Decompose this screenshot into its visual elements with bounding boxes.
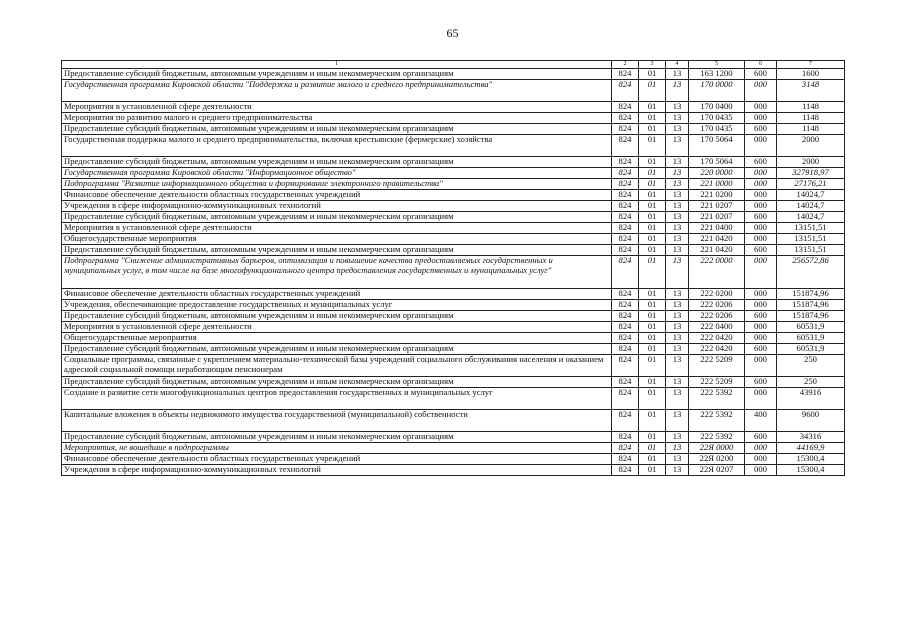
row-amount-cell: 1148 [777, 113, 845, 124]
row-amount-cell: 151874,96 [777, 289, 845, 300]
row-target-cell: 222 0206 [689, 300, 745, 311]
row-target-cell: 22Я 0000 [689, 443, 745, 454]
row-name-cell: Мероприятия в установленной сфере деятельности [62, 223, 612, 234]
table-row [62, 355, 845, 377]
row-subsection-cell: 13 [666, 113, 689, 124]
row-amount-cell: 9600 [777, 410, 845, 432]
row-name-cell: Учреждения, обеспечивающие предоставление государственных и муниципальных услуг [62, 300, 612, 311]
row-target-cell: 170 5064 [689, 135, 745, 157]
row-name-cell: Мероприятия в установленной сфере деятельности [62, 322, 612, 333]
row-amount-cell: 60531,9 [777, 322, 845, 333]
row-target-cell: 221 0207 [689, 212, 745, 223]
row-code-cell: 824 [612, 245, 639, 256]
row-subsection-cell: 13 [666, 212, 689, 223]
row-code-cell: 824 [612, 69, 639, 80]
row-target-cell: 170 0400 [689, 102, 745, 113]
row-section-cell: 01 [639, 69, 666, 80]
row-amount-cell: 14024,7 [777, 190, 845, 201]
row-expense-type-cell: 600 [745, 212, 777, 223]
row-expense-type-cell: 000 [745, 289, 777, 300]
row-expense-type-cell: 600 [745, 245, 777, 256]
row-expense-type-cell: 000 [745, 454, 777, 465]
row-subsection-cell: 13 [666, 80, 689, 102]
table-row [62, 135, 845, 157]
row-target-cell: 170 0000 [689, 80, 745, 102]
table-row [62, 454, 845, 465]
row-target-cell: 222 0420 [689, 344, 745, 355]
table-row [62, 179, 845, 190]
row-amount-cell: 2000 [777, 135, 845, 157]
column-header: 7 [777, 61, 845, 69]
row-name-cell: Предоставление субсидий бюджетным, автономным учреждениям и иным некоммерческим организациям [62, 157, 612, 168]
row-amount-cell: 151874,96 [777, 300, 845, 311]
column-header: 4 [666, 61, 689, 69]
table-row [62, 201, 845, 212]
row-target-cell: 221 0400 [689, 223, 745, 234]
row-amount-cell: 44169,9 [777, 443, 845, 454]
row-expense-type-cell: 600 [745, 377, 777, 388]
row-amount-cell: 14024,7 [777, 212, 845, 223]
row-code-cell: 824 [612, 190, 639, 201]
row-code-cell: 824 [612, 135, 639, 157]
page-number: 65 [446, 26, 459, 40]
row-subsection-cell: 13 [666, 432, 689, 443]
row-code-cell: 824 [612, 355, 639, 377]
row-expense-type-cell: 600 [745, 311, 777, 322]
row-code-cell: 824 [612, 311, 639, 322]
row-subsection-cell: 13 [666, 179, 689, 190]
table-row [62, 410, 845, 432]
row-expense-type-cell: 600 [745, 157, 777, 168]
row-name-cell: Финансовое обеспечение деятельности областных государственных учреждений [62, 454, 612, 465]
row-subsection-cell: 13 [666, 256, 689, 289]
row-target-cell: 220 0000 [689, 168, 745, 179]
row-expense-type-cell: 000 [745, 300, 777, 311]
row-target-cell: 222 5209 [689, 377, 745, 388]
row-expense-type-cell: 000 [745, 322, 777, 333]
row-name-cell: Предоставление субсидий бюджетным, автономным учреждениям и иным некоммерческим организациям [62, 69, 612, 80]
table-row [62, 344, 845, 355]
row-expense-type-cell: 000 [745, 179, 777, 190]
table-row [62, 80, 845, 102]
row-amount-cell: 60531,9 [777, 333, 845, 344]
row-target-cell: 221 0000 [689, 179, 745, 190]
row-name-cell: Предоставление субсидий бюджетным, автономным учреждениям и иным некоммерческим организациям [62, 245, 612, 256]
row-section-cell: 01 [639, 454, 666, 465]
table-row [62, 190, 845, 201]
row-subsection-cell: 13 [666, 388, 689, 410]
row-target-cell: 222 0000 [689, 256, 745, 289]
row-section-cell: 01 [639, 179, 666, 190]
row-expense-type-cell: 000 [745, 256, 777, 289]
row-amount-cell: 1148 [777, 124, 845, 135]
row-subsection-cell: 13 [666, 190, 689, 201]
row-amount-cell: 14024,7 [777, 201, 845, 212]
row-target-cell: 22Я 0207 [689, 465, 745, 476]
table-row [62, 465, 845, 476]
row-expense-type-cell: 600 [745, 344, 777, 355]
row-name-cell: Государственная поддержка малого и среднего предпринимательства, включая крестьянские (фермерские) хозяйства [62, 135, 612, 157]
row-section-cell: 01 [639, 113, 666, 124]
row-section-cell: 01 [639, 333, 666, 344]
row-code-cell: 824 [612, 168, 639, 179]
row-name-cell: Социальные программы, связанные с укреплением материально-технической базы учреждений социального обслуживания населения и оказанием адресной социальной помощи неработающим пенсионерам [62, 355, 612, 377]
row-code-cell: 824 [612, 102, 639, 113]
row-expense-type-cell: 000 [745, 234, 777, 245]
row-section-cell: 01 [639, 102, 666, 113]
table-row [62, 234, 845, 245]
row-section-cell: 01 [639, 377, 666, 388]
column-header-row [62, 61, 845, 69]
row-name-cell: Государственная программа Кировской области "Поддержка и развитие малого и среднего предпринимательства" [62, 80, 612, 102]
row-amount-cell: 151874,96 [777, 311, 845, 322]
row-name-cell: Финансовое обеспечение деятельности областных государственных учреждений [62, 289, 612, 300]
table-row [62, 168, 845, 179]
table-row [62, 388, 845, 410]
row-code-cell: 824 [612, 322, 639, 333]
row-amount-cell: 250 [777, 377, 845, 388]
row-section-cell: 01 [639, 322, 666, 333]
row-code-cell: 824 [612, 333, 639, 344]
row-name-cell: Мероприятия, не вошедшие в подпрограммы [62, 443, 612, 454]
row-name-cell: Предоставление субсидий бюджетным, автономным учреждениям и иным некоммерческим организациям [62, 344, 612, 355]
row-subsection-cell: 13 [666, 223, 689, 234]
row-subsection-cell: 13 [666, 377, 689, 388]
row-name-cell: Подпрограмма "Снижение административных барьеров, оптимизация и повышение качества предоставляемых государственных и муниципальных услуг, в том числе на базе многофункционального центра предоставления государственных и муниципальных услуг" [62, 256, 612, 289]
row-amount-cell: 256572,86 [777, 256, 845, 289]
row-name-cell: Мероприятия по развитию малого и среднего предпринимательства [62, 113, 612, 124]
row-target-cell: 222 0400 [689, 322, 745, 333]
row-expense-type-cell: 000 [745, 190, 777, 201]
row-name-cell: Предоставление субсидий бюджетным, автономным учреждениям и иным некоммерческим организациям [62, 311, 612, 322]
row-amount-cell: 1600 [777, 69, 845, 80]
column-header: 3 [639, 61, 666, 69]
row-target-cell: 222 5392 [689, 410, 745, 432]
row-section-cell: 01 [639, 300, 666, 311]
row-target-cell: 222 5209 [689, 355, 745, 377]
row-subsection-cell: 13 [666, 124, 689, 135]
row-code-cell: 824 [612, 201, 639, 212]
row-subsection-cell: 13 [666, 333, 689, 344]
row-target-cell: 22Я 0200 [689, 454, 745, 465]
row-expense-type-cell: 400 [745, 410, 777, 432]
row-section-cell: 01 [639, 410, 666, 432]
row-subsection-cell: 13 [666, 322, 689, 333]
row-subsection-cell: 13 [666, 355, 689, 377]
row-name-cell: Общегосударственные мероприятия [62, 234, 612, 245]
row-expense-type-cell: 600 [745, 124, 777, 135]
row-code-cell: 824 [612, 113, 639, 124]
row-name-cell: Предоставление субсидий бюджетным, автономным учреждениям и иным некоммерческим организациям [62, 212, 612, 223]
row-name-cell: Подпрограмма "Развитие информационного общества и формирование электронного правительства" [62, 179, 612, 190]
row-amount-cell: 13151,51 [777, 223, 845, 234]
row-amount-cell: 43916 [777, 388, 845, 410]
row-amount-cell: 34316 [777, 432, 845, 443]
row-expense-type-cell: 000 [745, 333, 777, 344]
row-code-cell: 824 [612, 432, 639, 443]
row-name-cell: Мероприятия в установленной сфере деятельности [62, 102, 612, 113]
row-expense-type-cell: 000 [745, 223, 777, 234]
row-code-cell: 824 [612, 465, 639, 476]
row-name-cell: Предоставление субсидий бюджетным, автономным учреждениям и иным некоммерческим организациям [62, 124, 612, 135]
row-amount-cell: 2000 [777, 157, 845, 168]
row-section-cell: 01 [639, 388, 666, 410]
row-code-cell: 824 [612, 377, 639, 388]
row-expense-type-cell: 000 [745, 135, 777, 157]
row-amount-cell: 60531,9 [777, 344, 845, 355]
column-header: 1 [62, 61, 612, 69]
row-section-cell: 01 [639, 245, 666, 256]
row-code-cell: 824 [612, 388, 639, 410]
row-subsection-cell: 13 [666, 69, 689, 80]
table-row [62, 432, 845, 443]
row-subsection-cell: 13 [666, 311, 689, 322]
table-row [62, 300, 845, 311]
row-code-cell: 824 [612, 179, 639, 190]
row-code-cell: 824 [612, 256, 639, 289]
table-row [62, 113, 845, 124]
row-subsection-cell: 13 [666, 300, 689, 311]
row-section-cell: 01 [639, 223, 666, 234]
row-amount-cell: 27176,21 [777, 179, 845, 190]
row-amount-cell: 15300,4 [777, 465, 845, 476]
table-row [62, 333, 845, 344]
table-row [62, 245, 845, 256]
row-code-cell: 824 [612, 410, 639, 432]
row-code-cell: 824 [612, 344, 639, 355]
row-section-cell: 01 [639, 157, 666, 168]
row-code-cell: 824 [612, 300, 639, 311]
row-amount-cell: 13151,51 [777, 234, 845, 245]
row-expense-type-cell: 000 [745, 388, 777, 410]
row-section-cell: 01 [639, 289, 666, 300]
row-target-cell: 221 0200 [689, 190, 745, 201]
row-target-cell: 170 0435 [689, 113, 745, 124]
row-subsection-cell: 13 [666, 344, 689, 355]
row-expense-type-cell: 000 [745, 201, 777, 212]
row-target-cell: 222 0206 [689, 311, 745, 322]
row-amount-cell: 327918,97 [777, 168, 845, 179]
row-code-cell: 824 [612, 80, 639, 102]
table-row [62, 212, 845, 223]
table-row [62, 124, 845, 135]
row-target-cell: 221 0420 [689, 234, 745, 245]
row-section-cell: 01 [639, 432, 666, 443]
row-target-cell: 222 5392 [689, 388, 745, 410]
column-header: 2 [612, 61, 639, 69]
row-target-cell: 222 0420 [689, 333, 745, 344]
row-target-cell: 170 5064 [689, 157, 745, 168]
row-section-cell: 01 [639, 124, 666, 135]
row-section-cell: 01 [639, 168, 666, 179]
row-subsection-cell: 13 [666, 168, 689, 179]
row-target-cell: 221 0420 [689, 245, 745, 256]
row-target-cell: 163 1200 [689, 69, 745, 80]
row-expense-type-cell: 000 [745, 355, 777, 377]
table-row [62, 223, 845, 234]
row-subsection-cell: 13 [666, 289, 689, 300]
row-code-cell: 824 [612, 212, 639, 223]
table-row [62, 311, 845, 322]
row-section-cell: 01 [639, 465, 666, 476]
row-subsection-cell: 13 [666, 135, 689, 157]
row-amount-cell: 250 [777, 355, 845, 377]
row-expense-type-cell: 000 [745, 102, 777, 113]
row-section-cell: 01 [639, 80, 666, 102]
row-expense-type-cell: 600 [745, 432, 777, 443]
row-section-cell: 01 [639, 344, 666, 355]
table-row [62, 69, 845, 80]
row-subsection-cell: 13 [666, 454, 689, 465]
table-row [62, 289, 845, 300]
row-amount-cell: 13151,51 [777, 245, 845, 256]
row-section-cell: 01 [639, 212, 666, 223]
row-section-cell: 01 [639, 135, 666, 157]
row-section-cell: 01 [639, 311, 666, 322]
row-code-cell: 824 [612, 124, 639, 135]
row-section-cell: 01 [639, 190, 666, 201]
row-name-cell: Учреждения в сфере информационно-коммуникационных технологий [62, 201, 612, 212]
row-section-cell: 01 [639, 234, 666, 245]
row-subsection-cell: 13 [666, 410, 689, 432]
row-target-cell: 222 5392 [689, 432, 745, 443]
row-expense-type-cell: 000 [745, 465, 777, 476]
row-name-cell: Создание и развитие сети многофункциональных центров предоставления государственных и муниципальных услуг [62, 388, 612, 410]
row-amount-cell: 3148 [777, 80, 845, 102]
column-header: 5 [689, 61, 745, 69]
row-target-cell: 170 0435 [689, 124, 745, 135]
table-row [62, 157, 845, 168]
row-code-cell: 824 [612, 234, 639, 245]
row-name-cell: Предоставление субсидий бюджетным, автономным учреждениям и иным некоммерческим организациям [62, 432, 612, 443]
row-subsection-cell: 13 [666, 201, 689, 212]
row-code-cell: 824 [612, 289, 639, 300]
row-subsection-cell: 13 [666, 102, 689, 113]
row-section-cell: 01 [639, 256, 666, 289]
table-row [62, 443, 845, 454]
row-section-cell: 01 [639, 355, 666, 377]
row-expense-type-cell: 000 [745, 168, 777, 179]
row-expense-type-cell: 000 [745, 80, 777, 102]
budget-table [61, 60, 845, 476]
row-target-cell: 221 0207 [689, 201, 745, 212]
row-subsection-cell: 13 [666, 443, 689, 454]
row-name-cell: Предоставление субсидий бюджетным, автономным учреждениям и иным некоммерческим организациям [62, 377, 612, 388]
row-name-cell: Финансовое обеспечение деятельности областных государственных учреждений [62, 190, 612, 201]
row-expense-type-cell: 600 [745, 69, 777, 80]
row-amount-cell: 15300,4 [777, 454, 845, 465]
table-row [62, 102, 845, 113]
row-code-cell: 824 [612, 443, 639, 454]
row-code-cell: 824 [612, 223, 639, 234]
row-subsection-cell: 13 [666, 245, 689, 256]
row-name-cell: Капитальные вложения в объекты недвижимого имущества государственной (муниципальной) собственности [62, 410, 612, 432]
row-subsection-cell: 13 [666, 157, 689, 168]
row-code-cell: 824 [612, 454, 639, 465]
row-subsection-cell: 13 [666, 234, 689, 245]
row-target-cell: 222 0200 [689, 289, 745, 300]
column-header: 6 [745, 61, 777, 69]
row-amount-cell: 1148 [777, 102, 845, 113]
row-expense-type-cell: 000 [745, 443, 777, 454]
row-name-cell: Государственная программа Кировской области "Информационное общество" [62, 168, 612, 179]
table-row [62, 322, 845, 333]
row-expense-type-cell: 000 [745, 113, 777, 124]
row-section-cell: 01 [639, 443, 666, 454]
row-name-cell: Учреждения в сфере информационно-коммуникационных технологий [62, 465, 612, 476]
table-row [62, 377, 845, 388]
row-subsection-cell: 13 [666, 465, 689, 476]
table-row [62, 256, 845, 289]
row-name-cell: Общегосударственные мероприятия [62, 333, 612, 344]
row-code-cell: 824 [612, 157, 639, 168]
row-section-cell: 01 [639, 201, 666, 212]
